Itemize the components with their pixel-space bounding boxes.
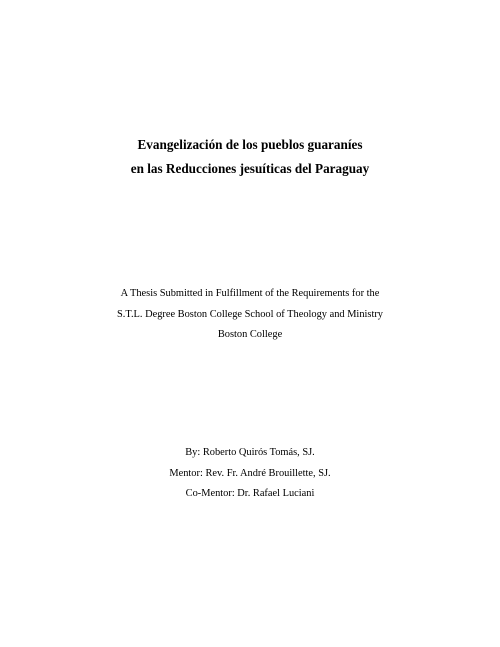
submission-line-2: S.T.L. Degree Boston College School of Theology and Ministry: [117, 308, 383, 320]
mentor-line: Mentor: Rev. Fr. André Brouillette, SJ.: [169, 467, 331, 479]
submission-line-3: Boston College: [217, 329, 283, 340]
title-line-2: en las Reducciones jesuíticas del Paraguay: [130, 161, 370, 176]
author-line: By: Roberto Quirós Tomás, SJ.: [185, 447, 315, 458]
submission-statement: [0, 284, 500, 346]
title-line-1: Evangelización de los pueblos guaraníes: [137, 137, 363, 152]
thesis-title: [0, 133, 500, 181]
submission-line-1: A Thesis Submitted in Fulfillment of the Requirements for the: [120, 288, 380, 299]
credits: [0, 443, 500, 505]
co-mentor-line: Co-Mentor: Dr. Rafael Luciani: [185, 488, 315, 499]
